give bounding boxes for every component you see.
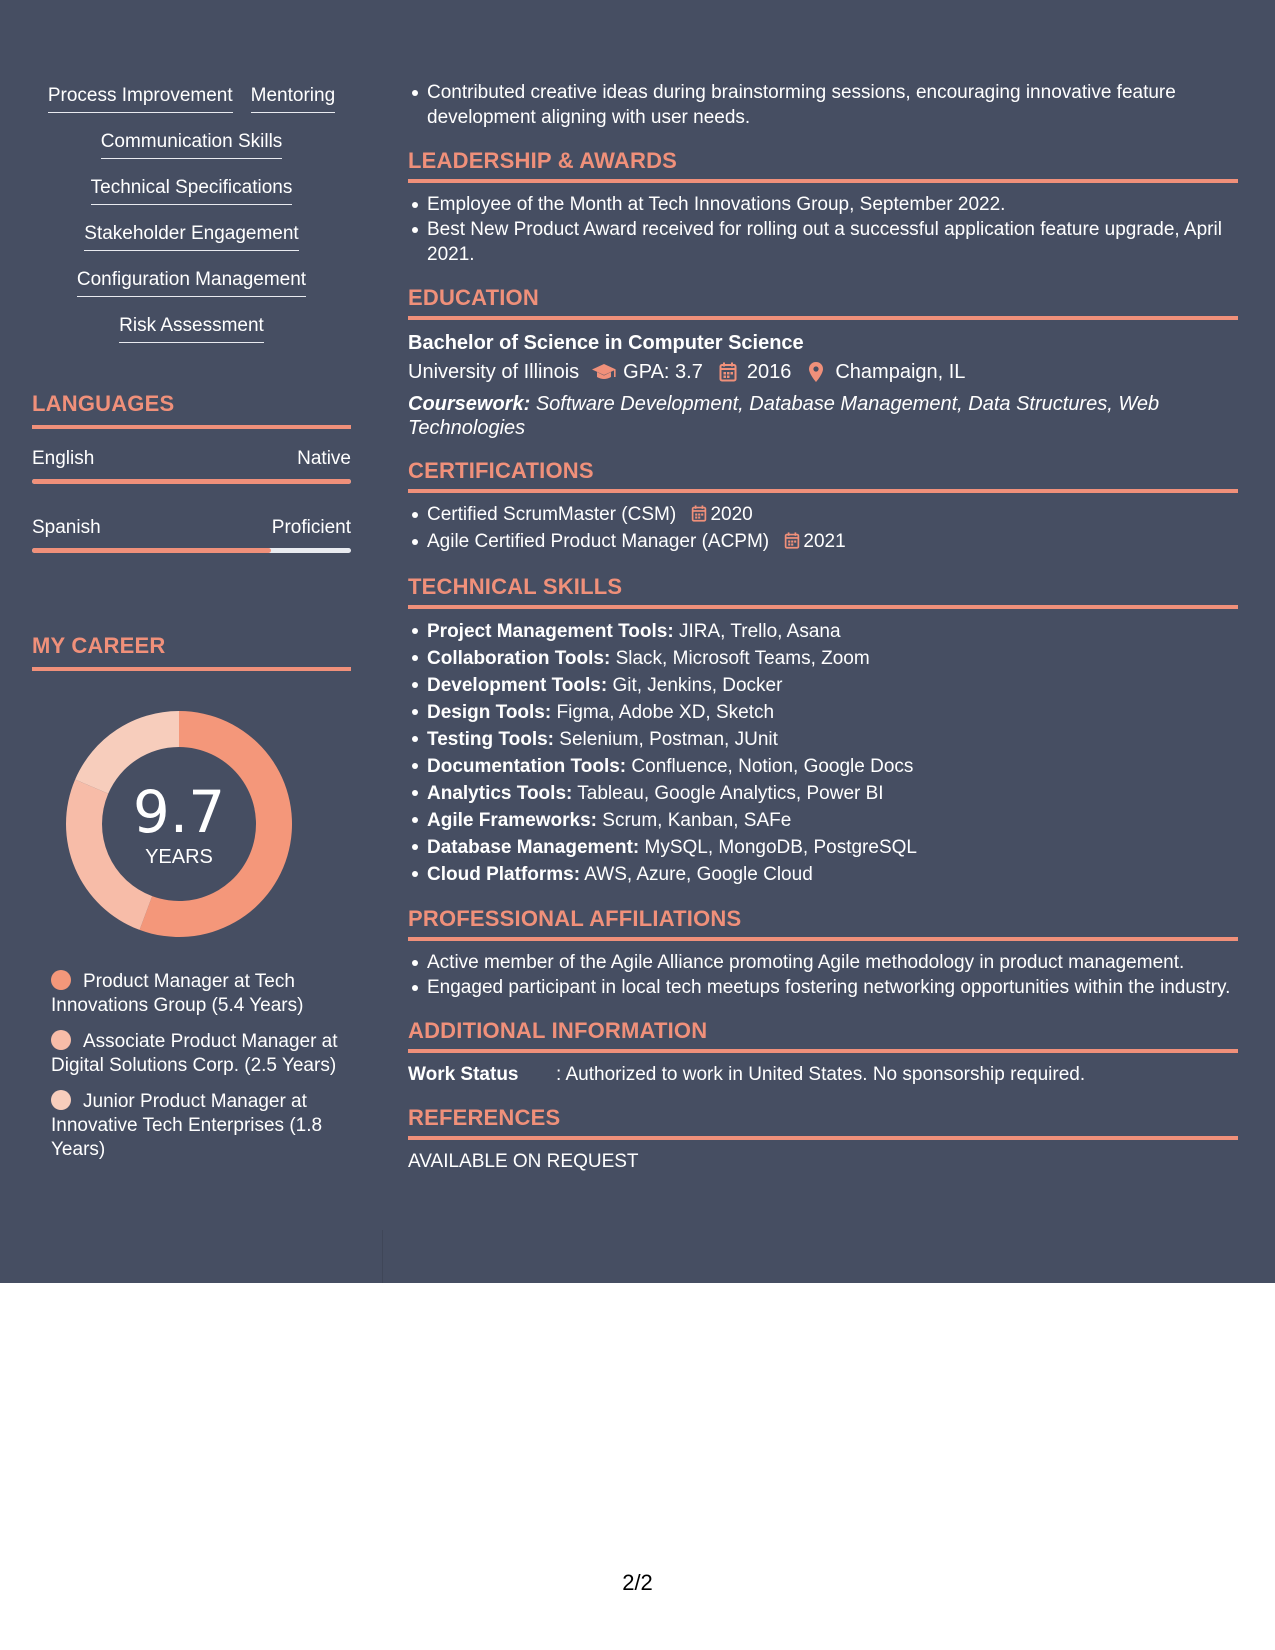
skill-category: Project Management Tools:: [427, 621, 674, 642]
additional-info-title: ADDITIONAL INFORMATION: [408, 1018, 1238, 1053]
certification-item: [427, 529, 1238, 556]
coursework-text: Software Development, Database Management, Data Structures, Web Technologies: [408, 393, 1160, 439]
education-location: Champaign, IL: [835, 361, 966, 383]
skill-values: Scrum, Kanban, SAFe: [602, 810, 792, 831]
career-item: [51, 970, 341, 1018]
affiliations-list: [408, 950, 1238, 1000]
column-divider: [382, 1230, 383, 1283]
language-bar-fill: [32, 479, 351, 484]
leadership-item: Best New Product Award received for rolling out a successful application feature upgrade, April 2021.: [427, 217, 1238, 267]
education-title: EDUCATION: [408, 285, 1238, 320]
skill-category: Database Management:: [427, 837, 640, 858]
education-school: University of Illinois: [408, 361, 580, 383]
skill-category: Documentation Tools:: [427, 756, 627, 777]
experience-bullets: [408, 80, 1238, 130]
language-name: English: [32, 448, 95, 469]
skill-row: [32, 176, 351, 205]
legend-dot-icon: [51, 970, 71, 990]
career-total-years: 9.7: [132, 778, 226, 846]
calendar-icon: [715, 362, 741, 382]
legend-dot-icon: [51, 1090, 71, 1110]
leadership-title: LEADERSHIP & AWARDS: [408, 148, 1238, 183]
technical-skill-item: [427, 753, 1238, 780]
skill-tag: Mentoring: [251, 84, 336, 113]
references-title: REFERENCES: [408, 1105, 1238, 1140]
skill-values: Slack, Microsoft Teams, Zoom: [615, 648, 870, 669]
location-pin-icon: [803, 361, 829, 383]
skills-tags: [32, 84, 351, 360]
work-status-row: [408, 1062, 1238, 1087]
coursework-label: Coursework:: [408, 393, 531, 415]
references-text: AVAILABLE ON REQUEST: [408, 1151, 639, 1172]
certification-name: Agile Certified Product Manager (ACPM): [427, 531, 770, 552]
technical-skills-title: TECHNICAL SKILLS: [408, 574, 1238, 609]
leadership-list: [408, 192, 1238, 267]
language-name: Spanish: [32, 517, 101, 538]
skill-values: MySQL, MongoDB, PostgreSQL: [644, 837, 917, 858]
technical-skill-item: [427, 699, 1238, 726]
technical-skill-item: [427, 834, 1238, 861]
skill-row: [32, 268, 351, 297]
certifications-title: CERTIFICATIONS: [408, 458, 1238, 493]
certification-year: 2020: [710, 504, 753, 525]
skill-row: [32, 222, 351, 251]
career-item: [51, 1090, 341, 1162]
technical-skill-item: [427, 645, 1238, 672]
skill-tag: Communication Skills: [101, 130, 283, 159]
skill-category: Development Tools:: [427, 675, 608, 696]
skill-tag: Risk Assessment: [119, 314, 264, 343]
skill-values: Confluence, Notion, Google Docs: [631, 756, 914, 777]
education-coursework: [408, 392, 1238, 440]
language-level: Native: [297, 448, 351, 469]
skill-category: Testing Tools:: [427, 729, 555, 750]
right-column: [408, 80, 1238, 1174]
languages-section: [32, 391, 351, 553]
skill-tag: Stakeholder Engagement: [84, 222, 298, 251]
affiliation-item: Active member of the Agile Alliance promoting Agile methodology in product management.: [427, 950, 1238, 975]
language-item: [32, 447, 351, 484]
career-item: [51, 1030, 341, 1078]
skill-values: Selenium, Postman, JUnit: [559, 729, 778, 750]
legend-dot-icon: [51, 1030, 71, 1050]
calendar-icon: [784, 531, 800, 556]
language-bar: [32, 479, 351, 484]
career-item-label: Junior Product Manager at Innovative Tech Enterprises (1.8 Years): [51, 1091, 323, 1160]
certification-year: 2021: [803, 531, 846, 552]
technical-skill-item: [427, 618, 1238, 645]
affiliations-title: PROFESSIONAL AFFILIATIONS: [408, 906, 1238, 941]
skill-category: Analytics Tools:: [427, 783, 573, 804]
graduation-cap-icon: [591, 362, 617, 382]
education-degree: Bachelor of Science in Computer Science: [408, 332, 804, 354]
leadership-item: Employee of the Month at Tech Innovations Group, September 2022.: [427, 192, 1238, 217]
skill-row: [32, 84, 351, 113]
skill-row: [32, 130, 351, 159]
technical-skill-item: [427, 861, 1238, 888]
skill-tag: Technical Specifications: [91, 176, 293, 205]
language-bar-fill: [32, 548, 271, 553]
skill-values: AWS, Azure, Google Cloud: [584, 864, 813, 885]
language-bar: [32, 548, 351, 553]
career-total-unit: YEARS: [145, 846, 213, 868]
skill-values: Figma, Adobe XD, Sketch: [556, 702, 775, 723]
page-number: 2/2: [622, 1570, 653, 1595]
language-item: [32, 516, 351, 553]
skill-tag: Configuration Management: [77, 268, 306, 297]
language-level: Proficient: [271, 517, 351, 538]
skill-category: Agile Frameworks:: [427, 810, 597, 831]
work-status-value: : Authorized to work in United States. No sponsorship required.: [556, 1064, 1086, 1085]
certification-name: Certified ScrumMaster (CSM): [427, 504, 677, 525]
technical-skill-item: [427, 807, 1238, 834]
experience-bullet: Contributed creative ideas during brainstorming sessions, encouraging innovative feature development aligning with user needs.: [427, 80, 1238, 130]
career-legend: [51, 970, 341, 1174]
skill-row: [32, 314, 351, 343]
skill-values: Tableau, Google Analytics, Power BI: [577, 783, 884, 804]
technical-skills-list: [408, 618, 1238, 888]
career-item-label: Product Manager at Tech Innovations Group (5.4 Years): [51, 971, 304, 1016]
education-meta: [408, 357, 1238, 387]
languages-title: LANGUAGES: [32, 391, 351, 429]
affiliation-item: Engaged participant in local tech meetups fostering networking opportunities within the industry.: [427, 975, 1238, 1000]
calendar-icon: [691, 504, 707, 529]
education-year: 2016: [746, 361, 792, 383]
technical-skill-item: [427, 672, 1238, 699]
career-section: [32, 633, 351, 1160]
work-status-label: Work Status: [408, 1064, 519, 1085]
skill-values: JIRA, Trello, Asana: [678, 621, 841, 642]
skill-tag: Process Improvement: [48, 84, 233, 113]
skill-category: Cloud Platforms:: [427, 864, 581, 885]
career-donut-chart: [66, 711, 292, 937]
skill-category: Design Tools:: [427, 702, 552, 723]
education-gpa: GPA: 3.7: [623, 361, 703, 383]
skill-category: Collaboration Tools:: [427, 648, 611, 669]
technical-skill-item: [427, 780, 1238, 807]
technical-skill-item: [427, 726, 1238, 753]
certifications-list: [408, 502, 1238, 556]
certification-item: [427, 502, 1238, 529]
skill-values: Git, Jenkins, Docker: [612, 675, 783, 696]
career-title: MY CAREER: [32, 633, 351, 671]
career-item-label: Associate Product Manager at Digital Solutions Corp. (2.5 Years): [51, 1031, 338, 1076]
